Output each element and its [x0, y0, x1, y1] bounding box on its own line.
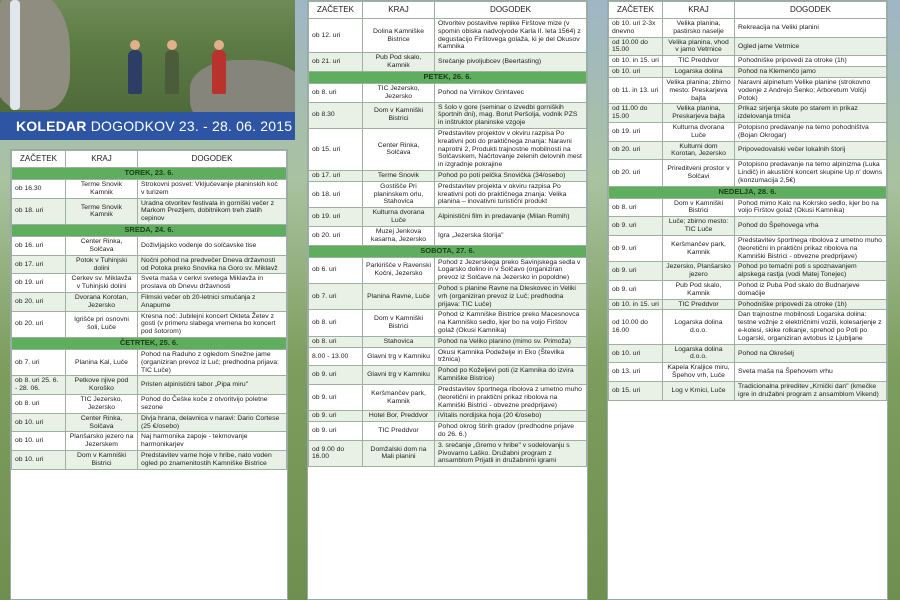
event-row	[309, 384, 587, 410]
event-row	[12, 198, 287, 224]
header-event: DOGODEK	[435, 2, 587, 19]
event-description: Pohod z Jezerskega preko Savinjskega sedla v Logarsko dolino in v Solčavo (organiziran prevoz iz Solčave na Jezersko in popoldne)	[435, 257, 587, 283]
event-time: ob 16.30	[12, 180, 66, 199]
event-time: ob 20. uri	[12, 311, 66, 337]
event-description: Srečanje pivoljubcev (Beertasting)	[435, 53, 587, 72]
event-description: Divja hrana, delavnica v naravi: Dario Cortese (25 €/osebo)	[138, 413, 287, 432]
header-start: ZAČETEK	[609, 2, 663, 19]
event-description: Pohod na Virnikov Grintavec	[435, 83, 587, 102]
title-bold: KOLEDAR	[16, 118, 87, 134]
event-place: TIC Jezersko, Jezersko	[66, 395, 138, 414]
event-row	[12, 376, 287, 395]
event-place: TIC Preddvor	[663, 56, 735, 67]
event-description: Pohod mimo Kalc na Kokrsko sedlo, kjer bo na voljo Firštov golaž (Okusi Kamnika)	[735, 198, 887, 217]
hikers-photo	[0, 0, 295, 112]
event-row	[12, 450, 287, 469]
event-time: ob 9. uri	[609, 235, 663, 261]
event-row	[609, 299, 887, 310]
event-time: ob 19. uri	[609, 122, 663, 141]
event-row	[309, 208, 587, 227]
day-label: TOREK, 23. 6.	[12, 168, 287, 180]
event-description: Doživljajsko vodenje do solčavske tise	[138, 237, 287, 256]
header-start: ZAČETEK	[12, 151, 66, 168]
event-row	[609, 77, 887, 103]
event-place: TIC Preddvor	[363, 422, 435, 441]
event-description: iVitalis nordijska hoja (20 €/osebo)	[435, 411, 587, 422]
event-description: Predstavitev varne hoje v hribe, nato voden ogled po znamenitostih Kamniške Bistrice	[138, 450, 287, 469]
event-time: 8.00 - 13.00	[309, 347, 363, 366]
event-place: Hotel Bor, Preddvor	[363, 411, 435, 422]
event-description: S šolo v gore (seminar o izvedbi gorniških športnih dni), mag. Borut Peršolja, vodnik PZS in inštruktor planinske vzgoje	[435, 102, 587, 128]
event-row	[12, 237, 287, 256]
day-header-row	[309, 71, 587, 83]
event-time: ob 19. uri	[309, 208, 363, 227]
event-place: Logarska dolina	[663, 67, 735, 78]
event-description: Alpinistični film in predavanje (Milan Romih)	[435, 208, 587, 227]
event-row	[12, 311, 287, 337]
event-description: Pohod na Okrešelj	[735, 344, 887, 363]
event-time: od 10.00 do 15.00	[609, 37, 663, 56]
event-place: Glavni trg v Kamniku	[363, 366, 435, 385]
event-description: Pohod do Špehovega vrha	[735, 217, 887, 236]
event-time: od 10.00 do 16.00	[609, 310, 663, 344]
event-row	[12, 274, 287, 293]
day-header-row	[12, 225, 287, 237]
event-row	[12, 432, 287, 451]
event-description: Strokovni posvet: Vključevanje planinskih koč v turizem	[138, 180, 287, 199]
event-time: ob 8. uri 25. 6. - 28. 06.	[12, 376, 66, 395]
table-header	[309, 2, 587, 19]
event-description: Pohodniške pripovedi za otroke (1h)	[735, 56, 887, 67]
event-row	[609, 363, 887, 382]
event-row	[309, 19, 587, 53]
day-label: NEDELJA, 28. 6.	[609, 186, 887, 198]
event-description: Ogled jame Vetrnice	[735, 37, 887, 56]
event-description: Naravni alpinetum Velike planine (strokovno vodenje z Andrejo Šenko; Arboretum Volčji Potok)	[735, 77, 887, 103]
schedule-panel-3	[607, 0, 888, 600]
event-time: ob 6. uri	[309, 257, 363, 283]
event-description: Sveta maša na Špehovem vrhu	[735, 363, 887, 382]
table-header	[12, 151, 287, 168]
page-title	[0, 112, 295, 140]
event-place: Velika planina, pastirsko naselje	[663, 19, 735, 38]
day-label: SREDA, 24. 6.	[12, 225, 287, 237]
event-row	[609, 217, 887, 236]
event-row	[12, 255, 287, 274]
event-time: ob 10. uri 2-3x dnevno	[609, 19, 663, 38]
event-place: Dom v Kamniški Bistrici	[663, 198, 735, 217]
event-description: Tradicionalna prireditev „Krnički dan" (kmečke igre in družabni program z ansamblom Vikend)	[735, 381, 887, 400]
event-place: Dom v Kamniški Bistrici	[66, 450, 138, 469]
event-place: TIC Jezersko, Jezersko	[363, 83, 435, 102]
event-row	[309, 422, 587, 441]
event-row	[309, 53, 587, 72]
event-time: ob 10. uri	[12, 450, 66, 469]
event-place: Petkove njive pod Koroško	[66, 376, 138, 395]
event-description: Sveta maša v cerkvi svetega Miklavža in proslava ob Dnevu državnosti	[138, 274, 287, 293]
event-time: ob 10. uri	[609, 344, 663, 363]
header-event: DOGODEK	[735, 2, 887, 19]
event-time: ob 9. uri	[309, 366, 363, 385]
event-description: Prikaz sirjenja skute po starem in prikaz izdelovanja trnića	[735, 104, 887, 123]
event-time: ob 20. uri	[609, 141, 663, 160]
event-place: Kulturni dom Korotan, Jezersko	[663, 141, 735, 160]
event-row	[309, 283, 587, 309]
event-time: ob 18. uri	[309, 181, 363, 207]
day-header-row	[309, 245, 587, 257]
event-row	[309, 347, 587, 366]
event-place: Jezersko, Planšarsko jezero	[663, 262, 735, 281]
event-time: ob 8. uri	[309, 336, 363, 347]
event-time: ob 9. uri	[309, 384, 363, 410]
event-time: ob 9. uri	[609, 262, 663, 281]
event-row	[309, 310, 587, 336]
header-place: KRAJ	[66, 151, 138, 168]
event-time: ob 8.30	[309, 102, 363, 128]
event-place: Logarska dolina d.o.o.	[663, 344, 735, 363]
event-row	[609, 381, 887, 400]
event-time: ob 10. in 15. uri	[609, 56, 663, 67]
day-header-row	[12, 338, 287, 350]
event-row	[12, 395, 287, 414]
event-time: ob 9. uri	[309, 422, 363, 441]
event-row	[609, 310, 887, 344]
event-row	[609, 235, 887, 261]
event-place: Terme Snovik Kamnik	[66, 180, 138, 199]
event-row	[609, 67, 887, 78]
event-description: Predstavitev športnega ribolova z umetno muho (teoretični in praktični prikaz ribolova na Kamniški Bistrici - obvezne predprijave)	[435, 384, 587, 410]
event-row	[309, 171, 587, 182]
event-place: Planina Ravne, Luče	[363, 283, 435, 309]
event-place: Keršmančev park, Kamnik	[663, 235, 735, 261]
day-label: SOBOTA, 27. 6.	[309, 245, 587, 257]
event-row	[609, 262, 887, 281]
event-description: Pohod po poti pelčka Snovička (34/osebo)	[435, 171, 587, 182]
event-place: Stahovica	[363, 336, 435, 347]
event-description: Okusi Kamnika Podeželje in Eko (Številka tržnica)	[435, 347, 587, 366]
event-time: ob 7. uri	[12, 350, 66, 376]
schedule-table-2	[308, 1, 587, 467]
event-description: Dan trajnostne mobilnosti Logarska dolina: testne vožnje z električnimi vozili, kolesarjenje z e-kolesi, skike rolkanje, sprehod po Poti po Logarski, organiziran avtobus iz Ljubljane	[735, 310, 887, 344]
header-event: DOGODEK	[138, 151, 287, 168]
event-place: Cerkev sv. Miklavža v Tuhinjski dolini	[66, 274, 138, 293]
event-description: Uradna otvoritev festivala in gorniški večer z Markom Prezljem, dobitnikom treh zlatih cepinov	[138, 198, 287, 224]
event-place: Pub Pod skalo, Kamnik	[363, 53, 435, 72]
event-row	[309, 181, 587, 207]
event-description: Pohod do Češke koče z otvoritvijo poletne sezone	[138, 395, 287, 414]
event-place: Prireditveni prostor v Solčavi	[663, 160, 735, 186]
event-row	[609, 56, 887, 67]
event-place: Parkirišče v Ravenski Kočni, Jezersko	[363, 257, 435, 283]
event-description: Pohod po Koželjevi poti (iz Kamnika do izvira Kamniške Bistrice)	[435, 366, 587, 385]
event-description: Predstavitev projektov v okviru razpisa Po kreativni poti do praktičnega znanja: Naravni naprotni 2, Produkti trajnostne mobilnosti na Solčavskem, Načrtovanje zelenih delovnih mest in izgradnje pokrajine	[435, 128, 587, 170]
event-time: ob 21. uri	[309, 53, 363, 72]
event-time: ob 18. uri	[12, 198, 66, 224]
header-place: KRAJ	[363, 2, 435, 19]
event-description: Predstavitev projekta v okviru razpisa Po kreativni poti do praktičnega znanja: Velika planina – inovativni turistični produkt	[435, 181, 587, 207]
event-place: Velika planina, vhod v jamo Vetrnice	[663, 37, 735, 56]
event-description: Pohod iz Puba Pod skalo do Budnarjeve domačije	[735, 280, 887, 299]
event-description: Filmski večer ob 20-letnici smučanja z Anapurne	[138, 292, 287, 311]
event-place: Kulturna dvorana Luče	[363, 208, 435, 227]
event-description: Naj harmonika zapoje - tekmovanje harmonikarjev	[138, 432, 287, 451]
event-row	[609, 19, 887, 38]
event-row	[609, 141, 887, 160]
event-time: ob 10. in 15. uri	[609, 299, 663, 310]
event-time: ob 16. uri	[12, 237, 66, 256]
event-time: ob 17. uri	[12, 255, 66, 274]
event-time: ob 8. uri	[12, 395, 66, 414]
header-start: ZAČETEK	[309, 2, 363, 19]
event-place: Igrišče pri osnovni šoli, Luče	[66, 311, 138, 337]
event-description: Otvoritev postavitve replike Firštove mize (v spomin obiska nadvojvode Karla II. leta 1564) z degustacijo Firštovega golaža, ki je del Okusov Kamnika	[435, 19, 587, 53]
event-time: od 9.00 do 16.00	[309, 440, 363, 466]
event-time: ob 9. uri	[609, 280, 663, 299]
table-header	[609, 2, 887, 19]
event-time: ob 19. uri	[12, 274, 66, 293]
event-description: Pohod po temačni poti s spoznavanjem alpskega rastja (vodi Matej Tonejec)	[735, 262, 887, 281]
event-row	[309, 102, 587, 128]
event-row	[609, 37, 887, 56]
event-time: ob 8. uri	[609, 198, 663, 217]
day-label: ČETRTEK, 25. 6.	[12, 338, 287, 350]
event-time: ob 10. uri	[12, 413, 66, 432]
event-place: Center Rinka, Solčava	[363, 128, 435, 170]
event-place: Terme Snovik Kamnik	[66, 198, 138, 224]
event-time: ob 20. uri	[609, 160, 663, 186]
event-description: Predstavitev športnega ribolova z umetno muho (teoretični in praktični prikaz ribolova na Kamniški Bistrici - obvezne predprijave)	[735, 235, 887, 261]
event-place: Domžalski dom na Mali planini	[363, 440, 435, 466]
event-place: Muzej Jenkova kasarna, Jezersko	[363, 226, 435, 245]
event-description: Potopisno predavanje na temo pohodništva (Bojan Okrogar)	[735, 122, 887, 141]
event-description: Rekreacija na Veliki planini	[735, 19, 887, 38]
day-header-row	[609, 186, 887, 198]
event-description: Pripovedovalski večer lokalnih štorij	[735, 141, 887, 160]
event-row	[609, 122, 887, 141]
schedule-table-3	[608, 1, 887, 401]
event-place: Glavni trg v Kamniku	[363, 347, 435, 366]
day-label: PETEK, 26. 6.	[309, 71, 587, 83]
event-place: Gostišče Pri planinskem orlu, Stahovica	[363, 181, 435, 207]
event-time: ob 8. uri	[309, 83, 363, 102]
event-row	[609, 160, 887, 186]
event-description: Potopisno predavanje na temo alpinizma (Luka Lindič) in akustični koncert skupine Up n' downs (konzumacija 2,5€)	[735, 160, 887, 186]
event-description: Igra „Jezerska štorija"	[435, 226, 587, 245]
event-row	[309, 440, 587, 466]
schedule-table-1	[11, 150, 287, 470]
event-place: Kapela Kraljice miru, Špehov vrh, Luče	[663, 363, 735, 382]
event-place: Dom v Kamniški Bistrici	[363, 102, 435, 128]
event-place: Log v Krnici, Luče	[663, 381, 735, 400]
event-time: ob 9. uri	[309, 411, 363, 422]
event-place: TIC Preddvor	[663, 299, 735, 310]
event-row	[309, 366, 587, 385]
event-time: ob 17. uri	[309, 171, 363, 182]
event-place: Logarska dolina d.o.o.	[663, 310, 735, 344]
event-description: Pohod s planine Ravne na Dleskovec in Veliki vrh (organiziran prevoz iz Luč; predhodna prijava: TIC Luče)	[435, 283, 587, 309]
event-row	[309, 336, 587, 347]
event-place: Velika planina; zbirno mesto: Preskarjeva bajta	[663, 77, 735, 103]
schedule-panel-1	[10, 149, 288, 600]
event-place: Planina Kal, Luče	[66, 350, 138, 376]
event-description: Nočni pohod na predvečer Dneva državnosti od Potoka preko Snovika na Goro sv. Miklavž	[138, 255, 287, 274]
event-place: Keršmančev park, Kamnik	[363, 384, 435, 410]
event-time: ob 10. uri	[609, 67, 663, 78]
event-row	[309, 128, 587, 170]
event-description: Pohod okrog štirih gradov (predhodne prijave do 26. 6.)	[435, 422, 587, 441]
event-time: ob 8. uri	[309, 310, 363, 336]
event-row	[309, 226, 587, 245]
event-row	[309, 257, 587, 283]
event-place: Center Rinka, Solčava	[66, 237, 138, 256]
event-time: ob 9. uri	[609, 217, 663, 236]
event-row	[609, 280, 887, 299]
event-place: Dolina Kamniške Bistrice	[363, 19, 435, 53]
event-time: ob 11. in 13. uri	[609, 77, 663, 103]
event-row	[309, 83, 587, 102]
event-place: Pub Pod skalo, Kamnik	[663, 280, 735, 299]
event-time: ob 7. uri	[309, 283, 363, 309]
event-row	[609, 198, 887, 217]
event-row	[609, 104, 887, 123]
event-time: ob 20. uri	[12, 292, 66, 311]
event-row	[12, 180, 287, 199]
day-header-row	[12, 168, 287, 180]
event-row	[12, 292, 287, 311]
event-time: ob 15. uri	[609, 381, 663, 400]
event-row	[309, 411, 587, 422]
event-time: ob 13. uri	[609, 363, 663, 382]
event-place: Planšarsko jezero na Jezerskem	[66, 432, 138, 451]
event-row	[12, 413, 287, 432]
event-description: 3. srečanje „Gremo v hribe" v sodelovanju s Pivovarno Laško. Družabni program z ansamblom Prijatli in družabnimi igrami	[435, 440, 587, 466]
event-description: Pohod na Klemenčo jamo	[735, 67, 887, 78]
header-place: KRAJ	[663, 2, 735, 19]
event-description: Pristen alpinistični tabor „Pipa miru"	[138, 376, 287, 395]
schedule-panel-2	[307, 0, 588, 600]
event-place: Velika planina, Preskarjeva bajta	[663, 104, 735, 123]
event-description: Pohodniške pripovedi za otroke (1h)	[735, 299, 887, 310]
event-description: Kresna noč: Jubilejni koncert Okteta Žetev z gosti (v primeru slabega vremena bo koncert pod šotorom)	[138, 311, 287, 337]
event-time: ob 15. uri	[309, 128, 363, 170]
event-place: Dvorana Korotan, Jezersko	[66, 292, 138, 311]
event-row	[609, 344, 887, 363]
event-place: Kulturna dvorana Luče	[663, 122, 735, 141]
event-place: Potok v Tuhinjski dolini	[66, 255, 138, 274]
event-description: Pohod na Raduho z ogledom Snežne jame (organiziran prevoz iz Luč; predhodna prijava: TIC Luče)	[138, 350, 287, 376]
event-time: od 11.00 do 15.00	[609, 104, 663, 123]
event-place: Luče; zbirno mesto: TIC Luče	[663, 217, 735, 236]
event-place: Terme Snovik	[363, 171, 435, 182]
title-rest: DOGODKOV 23. - 28. 06. 2015	[86, 118, 293, 134]
event-description: Pohod na Veliko planino (mimo sv. Primoža)	[435, 336, 587, 347]
event-time: ob 20. uri	[309, 226, 363, 245]
event-description: Pohod iz Kamniške Bistrice preko Macesnovca na Kamniško sedlo, kjer bo na voljo Firštov golaž (Okusi Kamnika)	[435, 310, 587, 336]
event-time: ob 12. uri	[309, 19, 363, 53]
event-place: Dom v Kamniški Bistrici	[363, 310, 435, 336]
event-place: Center Rinka, Solčava	[66, 413, 138, 432]
event-row	[12, 350, 287, 376]
event-time: ob 10. uri	[12, 432, 66, 451]
